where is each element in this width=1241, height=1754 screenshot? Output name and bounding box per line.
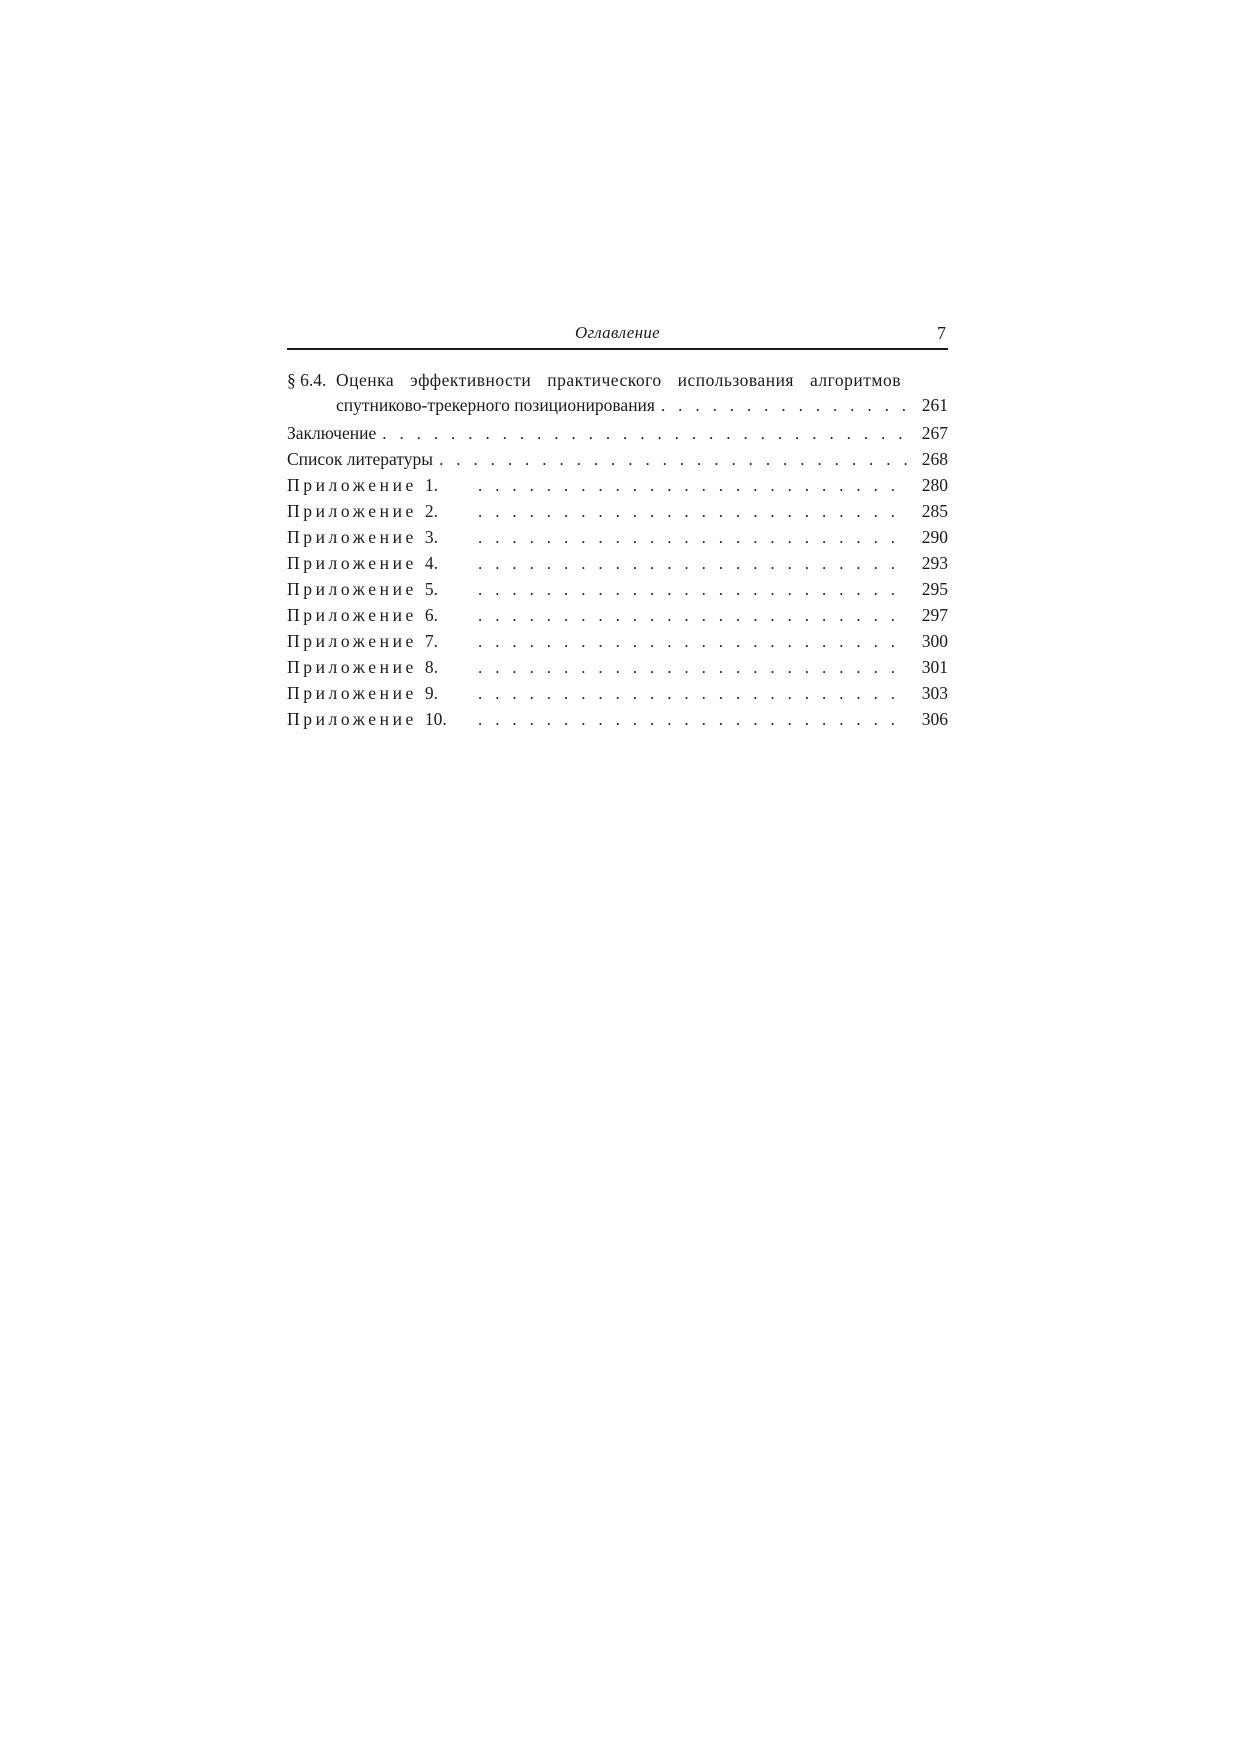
- appendix-word: Приложение: [287, 475, 417, 495]
- toc-page-number: 303: [921, 683, 948, 703]
- appendix-number: 1.: [424, 475, 439, 495]
- appendix-word: Приложение: [287, 709, 417, 729]
- dot-leader: [433, 447, 908, 473]
- dot-leader: [472, 681, 908, 707]
- toc-entry-appendix-10[interactable]: [287, 706, 948, 732]
- appendix-number: 8.: [424, 657, 439, 677]
- appendix-number: 10.: [424, 709, 447, 729]
- appendix-number: 2.: [424, 501, 439, 521]
- dot-leader: [472, 551, 908, 577]
- appendix-number: 5.: [424, 579, 439, 599]
- toc-page-number: 268: [921, 449, 948, 469]
- dot-leader: [472, 629, 908, 655]
- toc-entry-section-6-4[interactable]: [287, 368, 948, 420]
- toc-entry-appendix-5[interactable]: [287, 576, 948, 602]
- toc-entry-appendix-3[interactable]: [287, 524, 948, 550]
- dot-leader: [655, 393, 908, 419]
- appendix-word: Приложение: [287, 605, 417, 625]
- appendix-word: Приложение: [287, 527, 417, 547]
- dot-leader: [376, 421, 908, 447]
- toc-page-number: 261: [921, 395, 948, 415]
- section-title-line-2: спутниково-трекерного позиционирования: [336, 395, 655, 415]
- header-title: Оглавление: [574, 323, 661, 342]
- toc-entry-label: Список литературы: [287, 449, 434, 469]
- dot-leader: [472, 603, 908, 629]
- toc-entry-label: [287, 472, 472, 498]
- dot-leader: [472, 707, 908, 733]
- toc-entry-label: [287, 706, 472, 732]
- toc-page-number: 297: [921, 605, 948, 625]
- appendix-word: Приложение: [287, 631, 417, 651]
- toc-entry-appendix-1[interactable]: [287, 472, 948, 498]
- toc-page-number: 285: [921, 501, 948, 521]
- toc-entry-references[interactable]: [287, 446, 948, 472]
- dot-leader: [472, 655, 908, 681]
- toc-page-number: 300: [921, 631, 948, 651]
- toc-entry-conclusion[interactable]: [287, 420, 948, 446]
- toc-entry-appendix-9[interactable]: [287, 680, 948, 706]
- appendix-number: 4.: [424, 553, 439, 573]
- appendix-word: Приложение: [287, 683, 417, 703]
- toc-page-number: 267: [921, 423, 948, 443]
- running-header: [287, 322, 948, 350]
- toc-entry-appendix-4[interactable]: [287, 550, 948, 576]
- dot-leader: [472, 525, 908, 551]
- toc-entry-label: Заключение: [287, 423, 377, 443]
- toc-entry-label: [287, 602, 472, 628]
- appendix-number: 7.: [424, 631, 439, 651]
- appendix-word: Приложение: [287, 553, 417, 573]
- appendix-number: 6.: [424, 605, 439, 625]
- toc-entry-label: [287, 576, 472, 602]
- section-title-line-1: Оценка эффективности практического использования алгоритмов: [336, 370, 901, 390]
- appendix-word: Приложение: [287, 657, 417, 677]
- toc-page-number: 293: [921, 553, 948, 573]
- section-number: § 6.4.: [287, 370, 327, 390]
- toc-page-number: 301: [921, 657, 948, 677]
- appendix-word: Приложение: [287, 579, 417, 599]
- toc-page-number: 306: [921, 709, 948, 729]
- toc-entry-appendix-7[interactable]: [287, 628, 948, 654]
- toc-entry-label: [287, 680, 472, 706]
- toc-entry-appendix-6[interactable]: [287, 602, 948, 628]
- toc-entry-appendix-2[interactable]: [287, 498, 948, 524]
- appendix-word: Приложение: [287, 501, 417, 521]
- toc-page-number: 280: [921, 475, 948, 495]
- appendix-number: 9.: [424, 683, 439, 703]
- toc-entry-label: [287, 654, 472, 680]
- dot-leader: [472, 473, 908, 499]
- toc-entry-label: [287, 498, 472, 524]
- toc-entry-label: [287, 524, 472, 550]
- table-of-contents: [287, 368, 948, 732]
- toc-entry-label: [287, 628, 472, 654]
- toc-page-number: 295: [921, 579, 948, 599]
- header-page-number: 7: [937, 323, 946, 343]
- toc-page-number: 290: [921, 527, 948, 547]
- toc-entry-appendix-8[interactable]: [287, 654, 948, 680]
- toc-entry-label: [287, 550, 472, 576]
- dot-leader: [472, 499, 908, 525]
- appendix-number: 3.: [424, 527, 439, 547]
- dot-leader: [472, 577, 908, 603]
